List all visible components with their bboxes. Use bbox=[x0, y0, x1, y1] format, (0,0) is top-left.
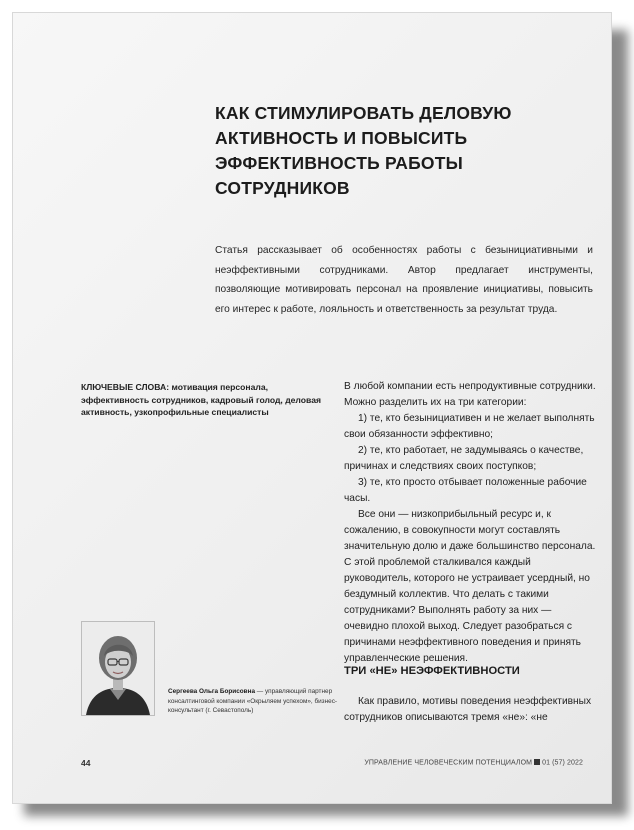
keywords-text: мотивация персонала, эффективность сотрудников, кадровый голод, деловая активность, узкопрофильные специалисты bbox=[81, 382, 321, 418]
square-separator-icon bbox=[534, 759, 540, 765]
article-title: КАК СТИМУЛИРОВАТЬ ДЕЛОВУЮ АКТИВНОСТЬ И ПОВЫСИТЬ ЭФФЕКТИВНОСТЬ РАБОТЫ СОТРУДНИКОВ bbox=[215, 103, 512, 198]
author-description: — управляющий партнер консалтинговой компании «Окрыляем успехом», бизнес-консультант (г. Севастополь) bbox=[168, 688, 338, 715]
article-body bbox=[344, 379, 596, 667]
author-info bbox=[168, 687, 338, 716]
author-portrait-image bbox=[82, 622, 154, 715]
magazine-page bbox=[12, 12, 612, 804]
keywords-label: КЛЮЧЕВЫЕ СЛОВА: bbox=[81, 382, 170, 392]
section-paragraph: Как правило, мотивы поведения неэффективных сотрудников описываются тремя «не»: «не bbox=[344, 696, 592, 723]
body-list-item: 3) те, кто просто отбывает положенные рабочие часы. bbox=[344, 477, 587, 504]
author-photo bbox=[81, 621, 155, 716]
article-lead: Статья рассказывает об особенностях работы с безынициативными и неэффективными сотрудниками. Автор предлагает инструменты, позволяющие мотивировать персонал на проявление инициативы, повысить его интерес к работе, лояльность и ответственность за результат труда. bbox=[215, 245, 593, 315]
journal-name: УПРАВЛЕНИЕ ЧЕЛОВЕЧЕСКИМ ПОТЕНЦИАЛОМ bbox=[364, 759, 533, 767]
body-paragraph: Все они — низкоприбыльный ресурс и, к сожалению, в совокупности могут составлять значительную долю и даже большинство персонала. bbox=[344, 509, 596, 552]
section-heading: ТРИ «НЕ» НЕЭФФЕКТИВНОСТИ bbox=[344, 665, 520, 677]
page-number: 44 bbox=[81, 758, 91, 768]
author-name: Сергеева Ольга Борисовна bbox=[168, 688, 256, 695]
journal-footer bbox=[364, 759, 583, 767]
journal-issue: 01 (57) 2022 bbox=[542, 759, 583, 767]
body-paragraph: В любой компании есть непродуктивные сотрудники. Можно разделить их на три категории: bbox=[344, 381, 596, 408]
body-list-item: 2) те, кто работает, не задумываясь о качестве, причинах и следствиях своих поступков; bbox=[344, 445, 584, 472]
body-list-item: 1) те, кто безынициативен и не желает выполнять свои обязанности эффективно; bbox=[344, 413, 595, 440]
body-paragraph: С этой проблемой сталкивался каждый руководитель, которого не устраивает усердный, но бездумный коллектив. Что делать с такими сотрудниками? Выполнять работу за них — очевидно плохой выход. Следует разобраться с причинами неэффективного поведения и принять управленческие решения. bbox=[344, 557, 590, 664]
keywords-block bbox=[81, 381, 329, 419]
